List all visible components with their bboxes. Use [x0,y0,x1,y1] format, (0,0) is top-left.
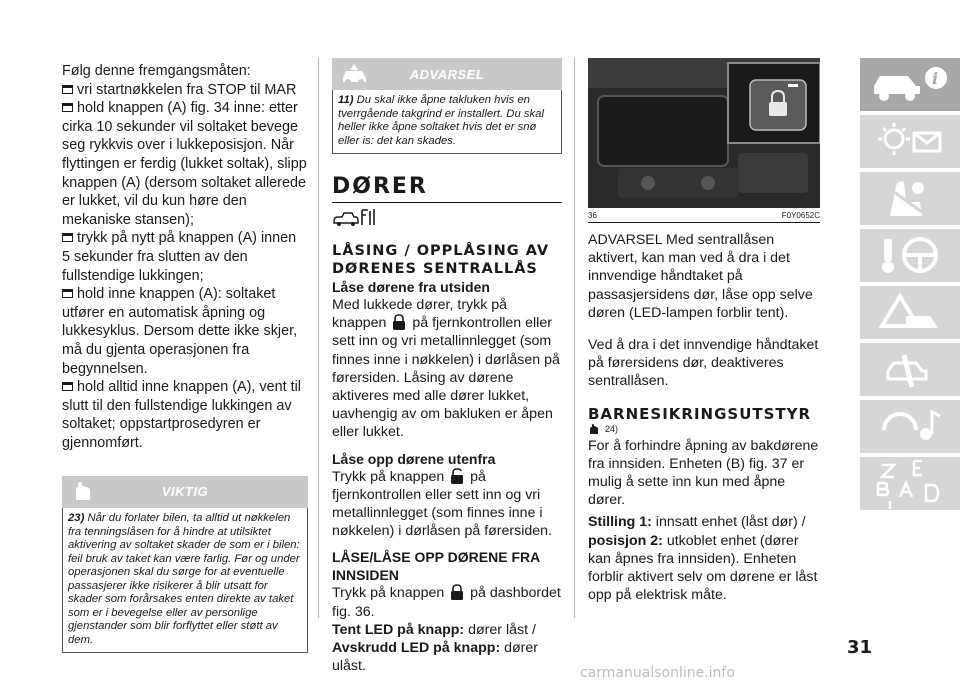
figure-caption [588,211,820,220]
warning-title: ADVARSEL [409,66,485,82]
page-number: 31 [846,637,872,658]
note-ref: 11) [338,94,354,106]
car-info-icon [860,58,960,111]
tab-car-info[interactable] [860,58,960,111]
warning-notice [332,58,562,154]
column-right [588,58,820,604]
hand-warning-icon [588,423,602,435]
tab-maintenance[interactable] [860,343,960,396]
warning-text: Du skal ikke åpne takluken hvis en tverrgående takgrind er installert. Du skal heller ikke åpne soltaket hvis det er snø eller is: det kan skades. [338,94,544,147]
paragraph-advarsel: ADVARSEL Med sentrallåsen aktivert, kan man ved å dra i det innvendige håndtaket på passasjersidens dør, låse opp selve døren (LED-lampen forblir tent). [588,232,813,321]
warning-triangle-icon [860,286,960,339]
alphabet-index-icon [860,457,960,510]
list-item: hold alltid inne knappen (A), vent til slutt til den fullstendige lukkingen av soltaket; oppstartprosedyren er gjennomført. [62,379,301,451]
padlock-closed-icon [450,584,464,600]
figure-number: 36 [588,211,597,220]
wrench-car-icon [860,343,960,396]
important-notice [62,476,308,653]
title-rule [332,202,562,203]
child-lock-ref: 24) [588,423,820,435]
checkbox-bullet-icon [62,85,73,94]
paragraph-lock-outside: Med lukkede dører, trykk på knappen på fjernkontrollen eller sett inn og vri metallinnlegget (som finnes inne i nøkkelen) i dørlåsen på førersiden. Låsing av dørene aktiveres med alle dører lukket, uavhengig av om bakluken er åpen eller lukket. [332,297,560,441]
key-steering-icon [860,229,960,282]
hand-warning-icon [70,480,98,504]
paragraph-lock-inside: Trykk på knappen på dashbordet fig. 36. [332,585,561,620]
chapter-tabs [860,58,960,514]
figure-36-photo [588,58,820,208]
subheading-lock-inside: LÅSE/LÅSE OPP DØRENE FRA INNSIDEN [332,549,540,584]
important-text: Når du forlater bilen, ta alltid ut nøkkelen fra tenningslåsen for å hindre at utilsiktet aktivering av soltaket skader de som er i bilen: feil bruk av taket kan være farlig. Før og under operasjonen skal du sørge for at eventuelle passasjerer ikke risikerer å blir utsatt for skader som forårsakes enten direkte av taket som er i bevegelse eller av personlige gjenstander som blir forflyttet eller støtt av dem. [68,512,300,646]
car-key-icon [332,207,378,229]
important-banner [62,476,308,508]
section-child-lock: BARNESIKRINGSUTSTYR [588,404,812,423]
list-item: trykk på nytt på knappen (A) innen 5 sekunder fra slutten av den fullstendige lukkingen; [62,230,297,284]
list-item: vri startnøkkelen fra STOP til MAR [62,81,308,100]
column-middle [332,58,562,675]
list-item: hold knappen (A) fig. 34 inne: etter cirka 10 sekunder vil soltaket bevege seg rykkvis over i lukkeposisjon. Når flyttingen er ferdig (lukket soltak), slipp knappen (A) (dersom soltaket allerede er lukket, vil du kun høre den mekaniske stansen); [62,100,307,228]
subheading-lock-outside: Låse dørene fra utsiden [332,279,490,295]
tab-emergency[interactable] [860,286,960,339]
tab-dashboard-lights[interactable] [860,115,960,168]
tab-starting-driving[interactable] [860,229,960,282]
led-off-line: Avskrudd LED på knapp: dører ulåst. [332,640,539,675]
dashboard-photo-illustration [588,58,820,208]
tab-index[interactable] [860,457,960,510]
checkbox-bullet-icon [62,103,73,112]
car-warning-icon [340,62,370,86]
page-title: DØRER [332,174,428,199]
column-left [62,62,308,653]
checkbox-bullet-icon [62,233,73,242]
svg-text:i: i [932,69,939,88]
airbag-seat-icon [860,172,960,225]
important-title: VIKTIG [161,484,209,500]
watermark: carmanualsonline.info [580,665,735,681]
column-divider [318,58,319,618]
led-on-line: Tent LED på knapp: dører låst / [332,621,536,638]
paragraph-positions: Stilling 1: innsatt enhet (låst dør) / posisjon 2: utkoblet enhet (dører kan åpnes fra innsiden). Enheten forblir aktivert selv om dørene er låst opp på elektrisk måte. [588,514,818,604]
dashboard-lights-icon [860,115,960,168]
tab-safety[interactable] [860,172,960,225]
intro-text: Følg denne fremgangsmåten: [62,63,251,79]
warning-text-box [332,90,562,154]
subheading-unlock-outside: Låse opp dørene utenfra [332,450,496,467]
checkbox-bullet-icon [62,382,73,391]
column-divider [574,58,575,618]
figure-rule [588,222,820,223]
warning-banner [332,58,562,90]
note-ref: 23) [68,512,85,525]
paragraph-driver-handle: Ved å dra i det innvendige håndtaket på førersidens dør, deaktiveres sentrallåsen. [588,337,819,390]
padlock-closed-icon [392,314,406,330]
tab-multimedia[interactable] [860,400,960,453]
section-central-locking: LÅSING / OPPLÅSING AV DØRENES SENTRALLÅS [332,243,550,277]
important-text-box [62,508,308,653]
paragraph-child-lock: For å forhindre åpning av bakdørene fra innsiden. Enheten (B) fig. 37 er mulig å sette inn kun med åpne dører. [588,437,819,509]
paragraph-unlock-outside: Trykk på knappen på fjernkontrollen eller sett inn og vri metallinnlegget (som finnes inne i nøkkelen) i dørlåsen på førersiden. [332,468,552,540]
list-item: hold inne knappen (A): soltaket utfører en automatisk åpning og lukkesyklus. Dersom dette ikke skjer, må du gjenta operasjonen fra begynnelsen. [62,286,298,377]
media-icon [860,400,960,453]
padlock-open-icon [450,468,464,484]
checkbox-bullet-icon [62,289,73,298]
figure-code: F0Y0652C [781,211,820,220]
